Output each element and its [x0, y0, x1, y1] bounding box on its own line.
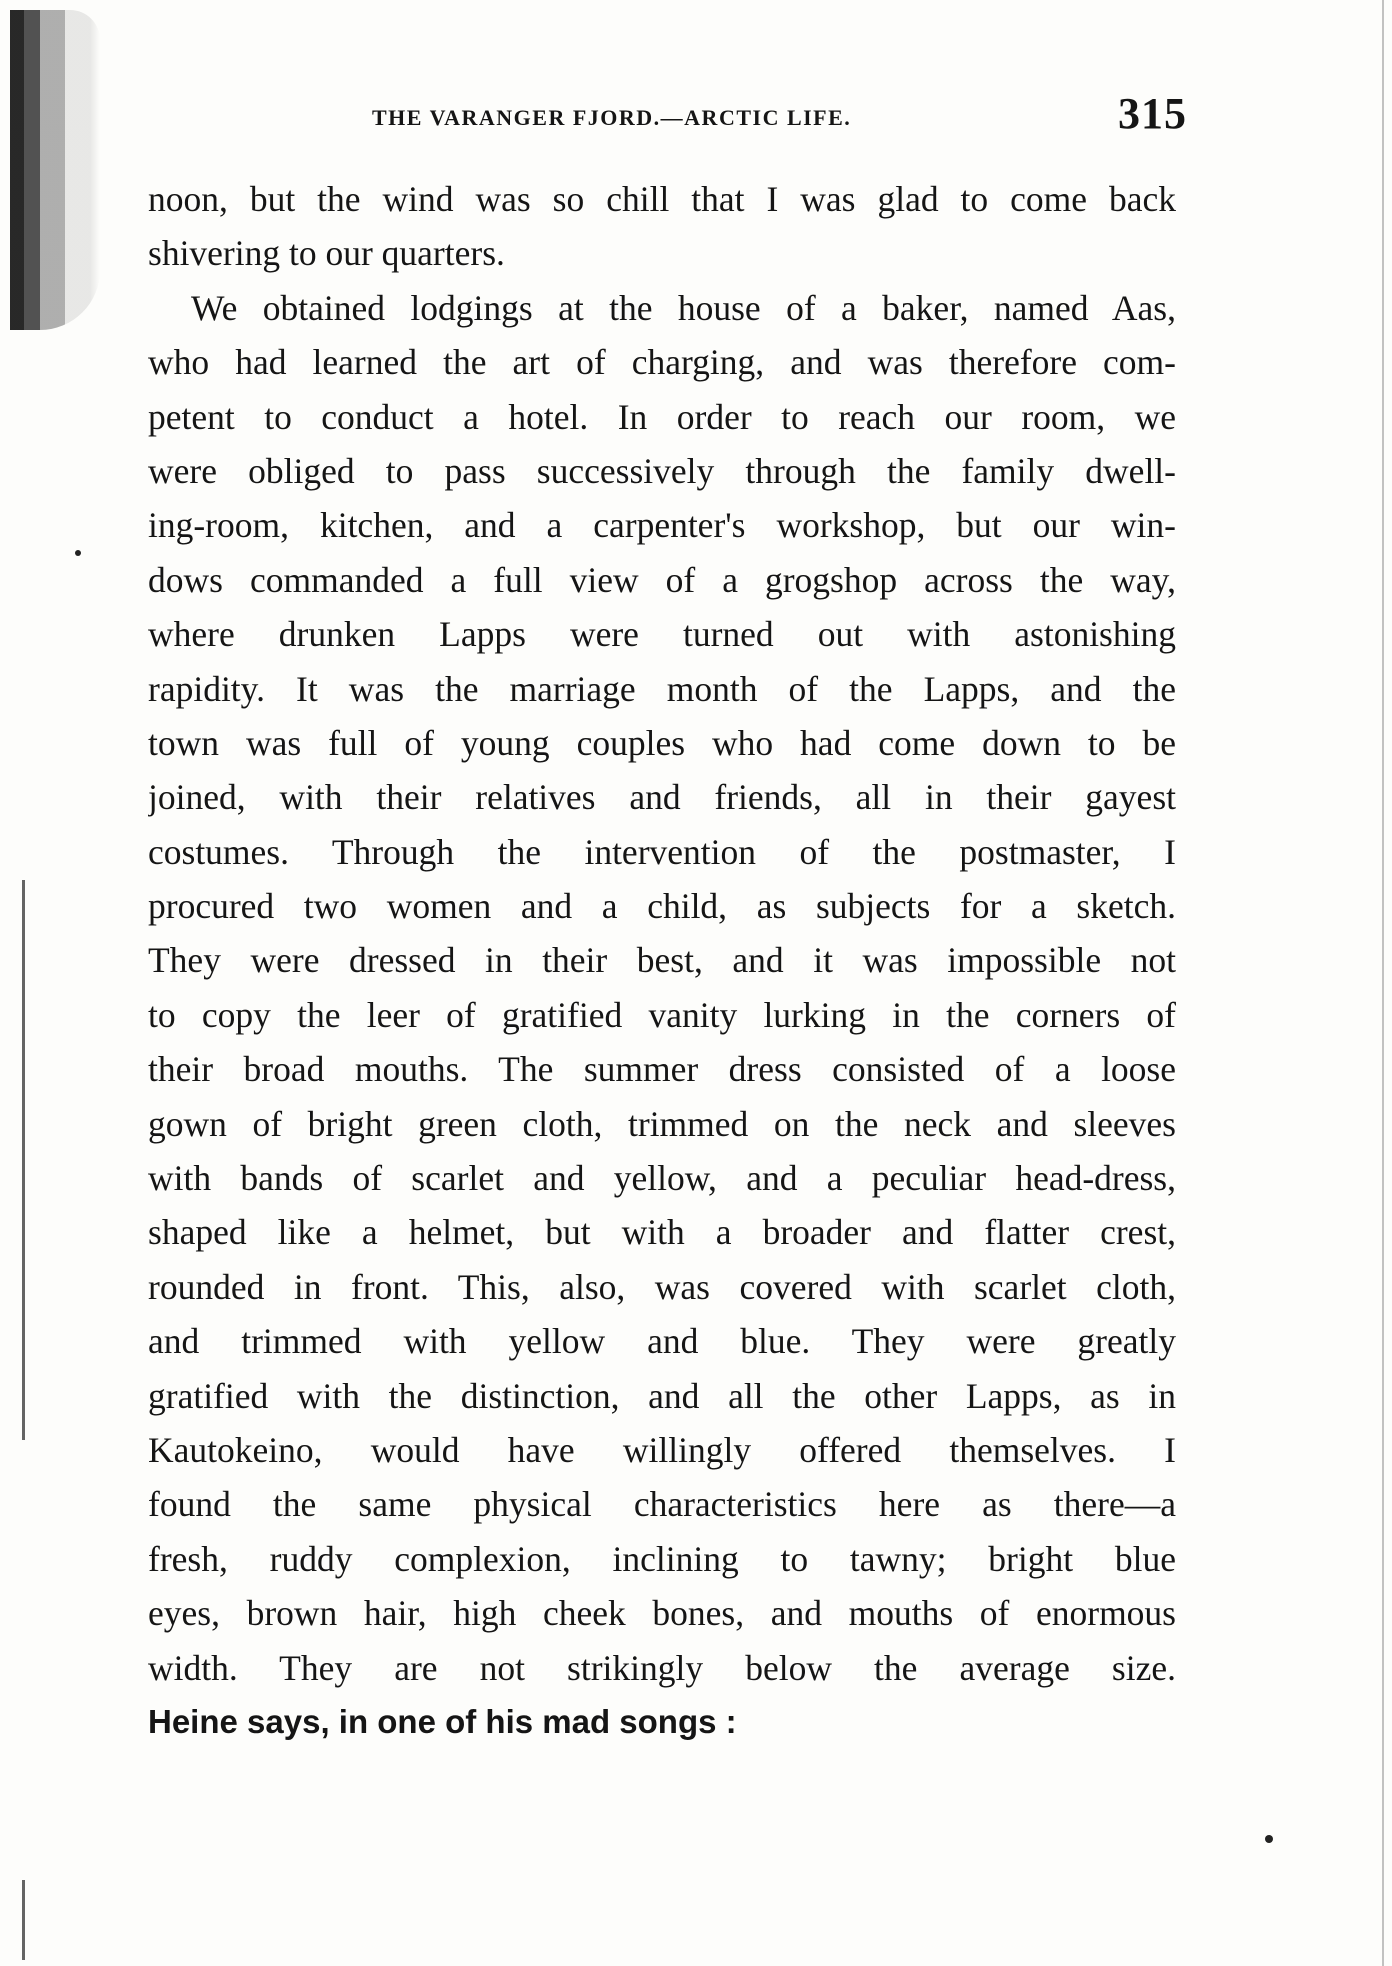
ink-speck	[75, 550, 81, 556]
text-line: and trimmed with yellow and blue. They were greatly	[148, 1321, 1176, 1362]
text-line: found the same physical characteristics here as there—a	[148, 1484, 1176, 1525]
page-number: 315	[1118, 89, 1187, 138]
text-line: noon, but the wind was so chill that I was glad to come back	[148, 179, 1176, 219]
text-line: eyes, brown hair, high cheek bones, and mouths of enormous	[148, 1593, 1176, 1634]
text-line: Kautokeino, would have willingly offered themselves. I	[148, 1429, 1176, 1470]
text-line: where drunken Lapps were turned out with astonishing	[148, 614, 1176, 655]
text-line: gratified with the distinction, and all the other Lapps, as in	[148, 1375, 1176, 1416]
text-line: rounded in front. This, also, was covered with scarlet cloth,	[148, 1266, 1176, 1307]
text-line: to copy the leer of gratified vanity lurking in the corners of	[148, 994, 1176, 1035]
text-line: ing-room, kitchen, and a carpenter's workshop, but our win-	[148, 505, 1176, 546]
text-line-final: Heine says, in one of his mad songs :	[148, 1702, 737, 1740]
text-line: procured two women and a child, as subjects for a sketch.	[148, 886, 1176, 927]
text-line: fresh, ruddy complexion, inclining to tawny; bright blue	[148, 1538, 1176, 1579]
right-edge-line	[1382, 0, 1384, 1966]
text-line: with bands of scarlet and yellow, and a peculiar head-dress,	[148, 1158, 1176, 1199]
text-line: their broad mouths. The summer dress consisted of a loose	[148, 1049, 1176, 1090]
text-line: gown of bright green cloth, trimmed on the neck and sleeves	[148, 1103, 1176, 1144]
ink-speck	[1265, 1835, 1273, 1843]
text-line: shivering to our quarters.	[148, 233, 505, 274]
text-line: rapidity. It was the marriage month of the Lapps, and the	[148, 668, 1176, 709]
running-title: THE VARANGER FJORD.—ARCTIC LIFE.	[372, 105, 852, 130]
text-line: joined, with their relatives and friends, all in their gayest	[148, 777, 1176, 818]
text-line: shaped like a helmet, but with a broader and flatter crest,	[148, 1212, 1176, 1253]
text-line: town was full of young couples who had come down to be	[148, 722, 1176, 763]
left-edge-line-lower	[22, 1880, 25, 1960]
text-line: costumes. Through the intervention of the postmaster, I	[148, 831, 1176, 872]
text-line: dows commanded a full view of a grogshop across the way,	[148, 559, 1176, 600]
text-line: They were dressed in their best, and it was impossible not	[148, 940, 1176, 981]
body-text	[148, 172, 1176, 1749]
text-line: who had learned the art of charging, and was therefore com-	[148, 342, 1176, 383]
text-line: width. They are not strikingly below the average size.	[148, 1647, 1176, 1688]
binding-shadow	[10, 10, 100, 330]
text-line: We obtained lodgings at the house of a baker, named Aas,	[191, 287, 1176, 328]
left-edge-line	[22, 880, 25, 1440]
text-line: were obliged to pass successively through the family dwell-	[148, 450, 1176, 491]
text-line: petent to conduct a hotel. In order to reach our room, we	[148, 396, 1176, 437]
